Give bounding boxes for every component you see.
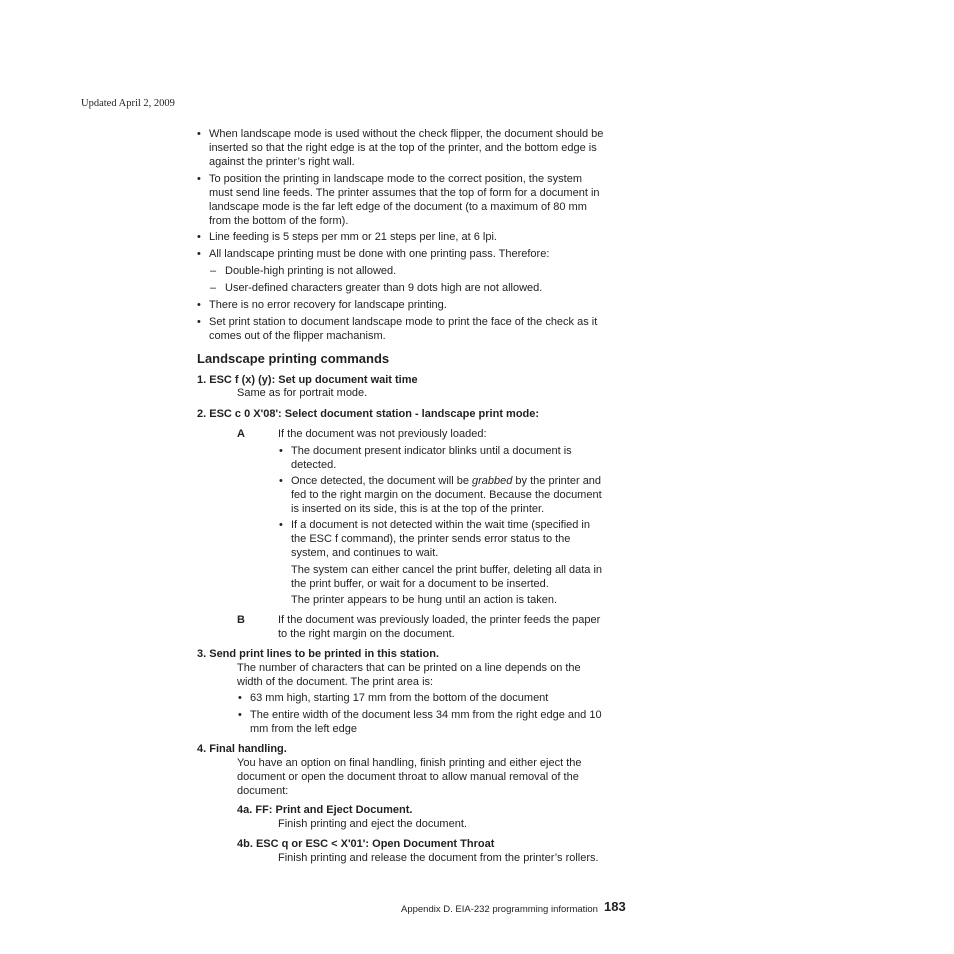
sub-list-item: User-defined characters greater than 9 dots high are not allowed. — [225, 282, 543, 294]
line: from the bottom of the form). — [209, 215, 349, 227]
command-3-body — [237, 661, 581, 689]
line: landscape mode is the far left edge of the document (to a maximum of 80 mm — [209, 201, 587, 213]
case-a-label: A — [237, 428, 245, 440]
line: If the document was previously loaded, the printer feeds the paper — [278, 614, 601, 626]
bullet-icon: • — [197, 173, 201, 185]
line: document: — [237, 785, 289, 797]
line: mm from the left edge — [250, 723, 357, 735]
subcommand-4b-body: Finish printing and release the document from the printer’s rollers. — [278, 852, 599, 864]
command-4-body — [237, 756, 582, 798]
bullet-icon: • — [279, 475, 283, 487]
paragraph — [291, 563, 602, 591]
line: The system can either cancel the print buffer, deleting all data in — [291, 564, 603, 576]
list-item — [209, 127, 603, 169]
command-3-title: 3. Send print lines to be printed in this station. — [197, 648, 440, 660]
updated-date: Updated April 2, 2009 — [81, 98, 175, 109]
command-1-title: 1. ESC f (x) (y): Set up document wait time — [197, 374, 418, 386]
bullet-icon: • — [197, 299, 201, 311]
list-item — [209, 172, 600, 228]
bullet-icon: • — [197, 231, 201, 243]
line: width of the document. The print area is: — [237, 676, 434, 688]
paragraph: The printer appears to be hung until an action is taken. — [291, 594, 558, 606]
text-run: by the printer and — [512, 475, 602, 487]
line: the ESC f command), the printer sends error status to the — [291, 533, 571, 545]
line: The entire width of the document less 34 mm from the right edge and 10 — [250, 709, 602, 721]
line: detected. — [291, 459, 337, 471]
line: to the right margin on the document. — [278, 628, 455, 640]
bullet-icon: • — [197, 128, 201, 140]
list-item — [291, 518, 590, 560]
bullet-icon: • — [197, 248, 201, 260]
line: must send line feeds. The printer assumes that the top of form for a document in — [209, 187, 600, 199]
list-item — [291, 474, 602, 516]
list-item — [250, 708, 602, 736]
bullet-icon: • — [279, 445, 283, 457]
case-b-label: B — [237, 614, 245, 626]
line: against the printer’s right wall. — [209, 156, 355, 168]
list-item — [209, 315, 597, 343]
line: document or open the document throat to allow manual removal of the — [237, 771, 579, 783]
line: comes out of the flipper machanism. — [209, 330, 386, 342]
page-number: 183 — [604, 899, 626, 914]
line: The number of characters that can be printed on a line depends on the — [237, 662, 581, 674]
line: fed to the right margin on the document. Because the document — [291, 489, 602, 501]
line: All landscape printing must be done with one printing pass. Therefore: — [209, 248, 550, 260]
line — [291, 474, 602, 488]
list-item — [250, 691, 548, 705]
line: is inserted on its side, this is at the top of the printer. — [291, 503, 545, 515]
line: Set print station to document landscape mode to print the face of the check as it — [209, 316, 598, 328]
case-a-text: If the document was not previously loaded: — [278, 428, 487, 440]
section-heading: Landscape printing commands — [197, 351, 390, 366]
dash-icon: – — [210, 265, 217, 277]
list-item — [209, 298, 447, 312]
dash-icon: – — [210, 282, 217, 294]
line: You have an option on final handling, finish printing and either eject the — [237, 757, 582, 769]
bullet-icon: • — [279, 519, 283, 531]
line: the print buffer, or wait for a document to be inserted. — [291, 578, 549, 590]
sub-list-item: Double-high printing is not allowed. — [225, 265, 397, 277]
line: There is no error recovery for landscape printing. — [209, 299, 447, 311]
line: If a document is not detected within the wait time (specified in — [291, 519, 590, 531]
subcommand-4a-body: Finish printing and eject the document. — [278, 818, 467, 830]
line: system, and continues to wait. — [291, 547, 439, 559]
bullet-icon: • — [238, 692, 242, 704]
bullet-icon: • — [197, 316, 201, 328]
list-item — [209, 247, 549, 261]
list-item — [291, 444, 572, 472]
command-1-body: Same as for portrait mode. — [237, 387, 368, 399]
emphasis: grabbed — [472, 475, 513, 487]
footer-label: Appendix D. EIA-232 programming information — [401, 904, 598, 915]
line: 63 mm high, starting 17 mm from the bottom of the document — [250, 692, 549, 704]
list-item — [209, 230, 497, 244]
subcommand-4a-title: 4a. FF: Print and Eject Document. — [237, 804, 413, 816]
command-2-title: 2. ESC c 0 X'08': Select document station - landscape print mode: — [197, 408, 540, 420]
bullet-icon: • — [238, 709, 242, 721]
line: inserted so that the right edge is at the top of the printer, and the bottom edge is — [209, 142, 597, 154]
line: To position the printing in landscape mode to the correct position, the system — [209, 173, 582, 185]
command-4-title: 4. Final handling. — [197, 743, 287, 755]
line: When landscape mode is used without the check flipper, the document should be — [209, 128, 604, 140]
case-b-text — [278, 613, 600, 641]
line: Line feeding is 5 steps per mm or 21 steps per line, at 6 lpi. — [209, 231, 497, 243]
text-run: Once detected, the document will be — [291, 475, 472, 487]
subcommand-4b-title: 4b. ESC q or ESC < X'01': Open Document Throat — [237, 838, 495, 850]
line: The document present indicator blinks until a document is — [291, 445, 572, 457]
